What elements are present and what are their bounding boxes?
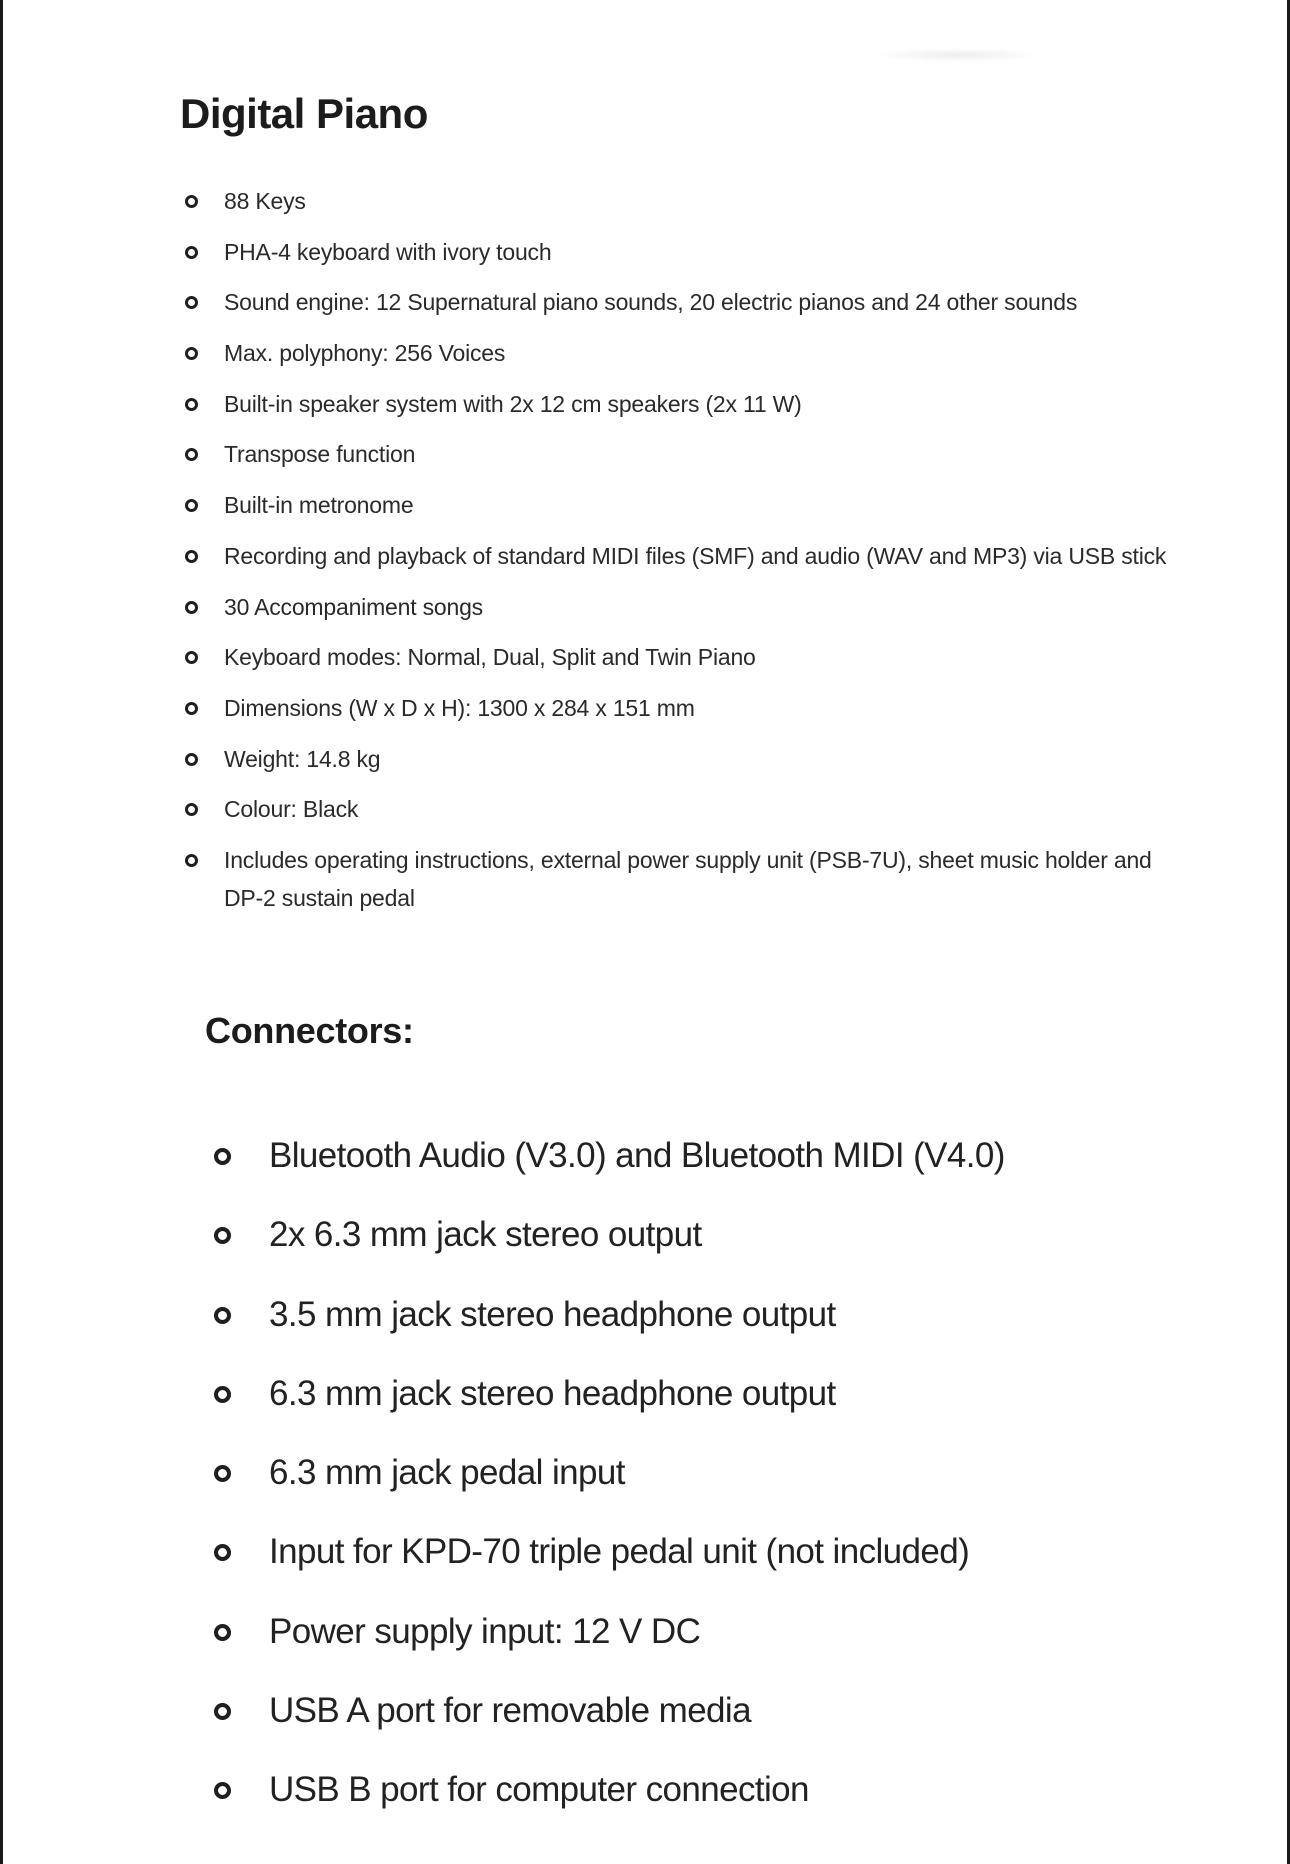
top-shadow-decoration <box>873 48 1043 62</box>
list-item-text: Recording and playback of standard MIDI files (SMF) and audio (WAV and MP3) via USB stick <box>224 542 1167 569</box>
list-item <box>211 1683 1211 1739</box>
bullet-icon <box>214 1465 231 1482</box>
features-list <box>180 182 1170 930</box>
bullet-icon <box>185 550 198 563</box>
bullet-icon <box>185 702 198 715</box>
list-item <box>211 1128 1211 1184</box>
list-item <box>211 1762 1211 1818</box>
list-item <box>211 1207 1211 1263</box>
list-item-text: Power supply input: 12 V DC <box>269 1611 701 1651</box>
bullet-icon <box>214 1227 231 1244</box>
bullet-icon <box>185 601 198 614</box>
list-item <box>180 638 1170 676</box>
bullet-icon <box>185 398 198 411</box>
bullet-icon <box>185 347 198 360</box>
list-item-text: 6.3 mm jack stereo headphone output <box>269 1373 836 1413</box>
bullet-icon <box>185 854 198 867</box>
bullet-icon <box>185 651 198 664</box>
bullet-icon <box>185 246 198 259</box>
list-item-text: 30 Accompaniment songs <box>224 593 483 620</box>
bullet-icon <box>214 1148 231 1165</box>
list-item-text: Bluetooth Audio (V3.0) and Bluetooth MIDI (V4.0) <box>269 1136 1005 1175</box>
bullet-icon <box>214 1624 231 1641</box>
list-item <box>180 486 1170 524</box>
bullet-icon <box>214 1703 231 1720</box>
list-item-text: Sound engine: 12 Supernatural piano sounds, 20 electric pianos and 24 other sounds <box>224 289 1078 316</box>
connectors-list <box>211 1128 1211 1842</box>
list-item-text: Keyboard modes: Normal, Dual, Split and Twin Piano <box>224 644 756 671</box>
list-item <box>211 1524 1211 1580</box>
bullet-icon <box>214 1782 231 1799</box>
list-item-text: Dimensions (W x D x H): 1300 x 284 x 151 mm <box>224 694 695 721</box>
list-item <box>180 689 1170 727</box>
bullet-icon <box>185 448 198 461</box>
list-item-text: 6.3 mm jack pedal input <box>269 1453 625 1493</box>
list-item <box>180 537 1170 575</box>
list-item-text: Colour: Black <box>224 796 359 823</box>
bullet-icon <box>185 296 198 309</box>
list-item <box>180 740 1170 778</box>
bullet-icon <box>185 753 198 766</box>
bullet-icon <box>185 499 198 512</box>
list-item <box>211 1445 1211 1501</box>
list-item <box>211 1287 1211 1343</box>
bullet-icon <box>185 195 198 208</box>
list-item <box>180 435 1170 473</box>
list-item-text: Built-in metronome <box>224 492 414 519</box>
bullet-icon <box>214 1544 231 1561</box>
list-item <box>211 1604 1211 1660</box>
list-item <box>180 841 1170 917</box>
connectors-heading: Connectors: <box>205 1010 414 1051</box>
list-item <box>180 334 1170 372</box>
list-item-text: 3.5 mm jack stereo headphone output <box>269 1294 836 1334</box>
list-item <box>211 1366 1211 1422</box>
list-item <box>180 233 1170 271</box>
list-item-text: USB B port for computer connection <box>269 1770 809 1810</box>
list-item-text: Max. polyphony: 256 Voices <box>224 340 506 367</box>
list-item-text: Transpose function <box>224 441 416 468</box>
page-title: Digital Piano <box>180 90 428 137</box>
list-item-text: Weight: 14.8 kg <box>224 745 381 772</box>
list-item-text: USB A port for removable media <box>269 1691 751 1731</box>
bullet-icon <box>185 803 198 816</box>
bullet-icon <box>214 1386 231 1403</box>
list-item-text: Built-in speaker system with 2x 12 cm speakers (2x 11 W) <box>224 390 802 417</box>
list-item-text: 2x 6.3 mm jack stereo output <box>269 1215 702 1255</box>
list-item-text: 88 Keys <box>224 188 306 214</box>
list-item <box>180 385 1170 423</box>
list-item-text: Input for KPD-70 triple pedal unit (not included) <box>269 1532 970 1572</box>
list-item <box>180 588 1170 626</box>
list-item <box>180 283 1170 321</box>
list-item <box>180 790 1170 828</box>
list-item-text: PHA-4 keyboard with ivory touch <box>224 238 552 265</box>
bullet-icon <box>214 1307 231 1324</box>
list-item <box>180 182 1170 220</box>
list-item-text: Includes operating instructions, external power supply unit (PSB-7U), sheet music holder and DP-2 sustain pedal <box>224 846 1152 911</box>
